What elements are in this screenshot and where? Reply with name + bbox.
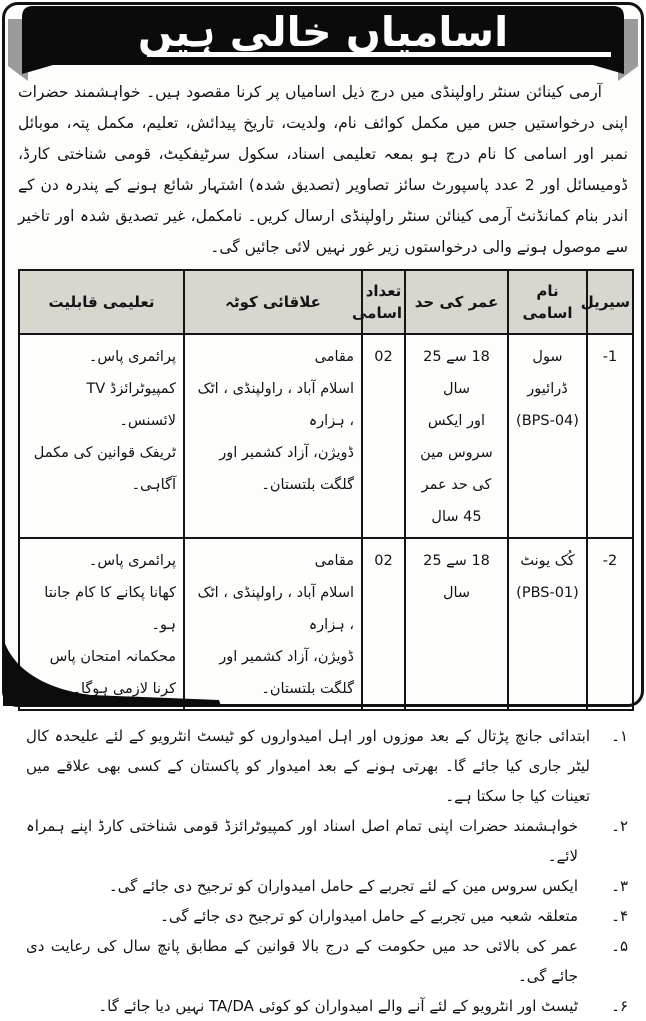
note-item bbox=[18, 721, 628, 811]
corner-brush-decoration bbox=[3, 630, 221, 706]
cell-post-count: 02 bbox=[362, 334, 405, 538]
cell-serial: -1 bbox=[587, 334, 633, 538]
cell-qualification: پرائمری پاس۔ کمپیوٹرائزڈ TV لائسنس۔ ٹریفک قوانین کی مکمل آگاہی۔ bbox=[19, 334, 184, 538]
note-text: ٹیسٹ اور انٹرویو کے لئے آنے والے امیدواران کو کوئی TA/DA نہیں دیا جائے گا۔ bbox=[98, 997, 578, 1015]
ad-body bbox=[18, 77, 628, 1021]
notes-list bbox=[18, 721, 628, 1021]
col-header-count-line2: اسامی bbox=[352, 304, 402, 322]
cell-serial: -2 bbox=[587, 538, 633, 710]
note-item bbox=[18, 811, 628, 871]
note-text: خواہشمند حضرات اپنی تمام اصل اسناد اور کمپیوٹرائزڈ قومی شناختی کارڈ اپنے ہمراہ لائے۔ bbox=[26, 817, 578, 865]
note-number: ۶۔ bbox=[611, 997, 628, 1015]
page-title: اسامیاں خالی ہیں bbox=[137, 8, 509, 56]
col-header-age: عمر کی حد bbox=[405, 270, 508, 334]
col-header-post: نام اسامی bbox=[508, 270, 587, 334]
note-number: ۳۔ bbox=[611, 877, 628, 895]
col-header-quota: علاقائی کوٹہ bbox=[184, 270, 362, 334]
cell-post-name: کُک یونٹ (PBS-01) bbox=[508, 538, 587, 710]
col-header-qualification: تعلیمی قابلیت bbox=[19, 270, 184, 334]
note-number: ۱۔ bbox=[611, 727, 628, 745]
col-header-count-line1: تعداد bbox=[365, 282, 402, 300]
table-row bbox=[19, 334, 633, 538]
note-item bbox=[18, 901, 628, 931]
col-header-count bbox=[352, 270, 405, 334]
cell-regional-quota: مقامی اسلام آباد ، راولپنڈی ، اٹک ، ہزارہ ڈویژن، آزاد کشمیر اور گلگت بلتستان۔ bbox=[184, 538, 362, 710]
cell-age-limit: 18 سے 25 سال bbox=[405, 538, 508, 710]
note-item bbox=[18, 871, 628, 901]
note-item bbox=[18, 931, 628, 991]
intro-paragraph: آرمی کینائن سنٹر راولپنڈی میں درج ذیل اسامیاں پر کرنا مقصود ہیں۔ خواہشمند حضرات اپنی درخواستیں جس میں مکمل کوائف نام، ولدیت، تاریخ پیدائش، تعلیم، مکمل پتہ، موبائل نمبر اور اسامی کا نام درج ہو بمعہ تعلیمی اسناد، سکول سرٹیفکیٹ، قومی شناختی کارڈ، ڈومیسائل اور 2 عدد پاسپورٹ سائز تصاویر (تصدیق شدہ) اشتہار شائع ہونے کے پندرہ دن کے اندر بنام کمانڈنٹ آرمی کینائن سنٹر راولپنڈی ارسال کریں۔ نامکمل، غیر تصدیق شدہ اور تاخیر سے موصول ہونے والی درخواستوں زیر غور نہیں لائی جائیں گی۔ bbox=[18, 83, 628, 256]
cell-regional-quota: مقامی اسلام آباد ، راولپنڈی ، اٹک ، ہزارہ ڈویژن، آزاد کشمیر اور گلگت بلتستان۔ bbox=[184, 334, 362, 538]
note-text: ایکس سروس مین کے لئے تجربے کے حامل امیدواران کو ترجیح دی جائے گی۔ bbox=[108, 877, 578, 895]
note-number: ۲۔ bbox=[611, 817, 628, 835]
col-header-serial: سیریل bbox=[587, 270, 633, 334]
note-text: عمر کی بالائی حد میں حکومت کے درج بالا قوانین کے مطابق پانچ سال کی رعایت دی جائے گی۔ bbox=[26, 937, 578, 985]
cell-qualification: پرائمری پاس۔ کھانا پکانے کا کام جانتا ہو۔ محکمانہ امتحان پاس کرنا لازمی ہوگا۔ bbox=[19, 538, 184, 710]
cell-post-count: 02 bbox=[362, 538, 405, 710]
table-header-row bbox=[19, 270, 633, 334]
cell-post-name: سول ڈرائیور (BPS-04) bbox=[508, 334, 587, 538]
note-number: ۴۔ bbox=[611, 907, 628, 925]
header-banner bbox=[21, 5, 625, 75]
note-number: ۵۔ bbox=[611, 937, 628, 955]
ad-border-frame bbox=[2, 2, 644, 1015]
cell-age-limit: 18 سے 25 سال اور ایکس سروس مین کی حد عمر 45 سال bbox=[405, 334, 508, 538]
note-item bbox=[18, 991, 628, 1021]
note-text: ابتدائی جانچ پڑتال کے بعد موزوں اور اہل امیدواروں کو ٹیسٹ انٹرویو کے لئے علیحدہ کال لیٹر جاری کیا جائے گا۔ بھرتی ہونے کے بعد امیدوار کو پاکستان کے کسی بھی علاقے میں تعینات کیا جا سکتا ہے۔ bbox=[26, 727, 590, 805]
note-text: متعلقہ شعبہ میں تجربے کے حامل امیدواران کو ترجیح دی جائے گی۔ bbox=[160, 907, 578, 925]
